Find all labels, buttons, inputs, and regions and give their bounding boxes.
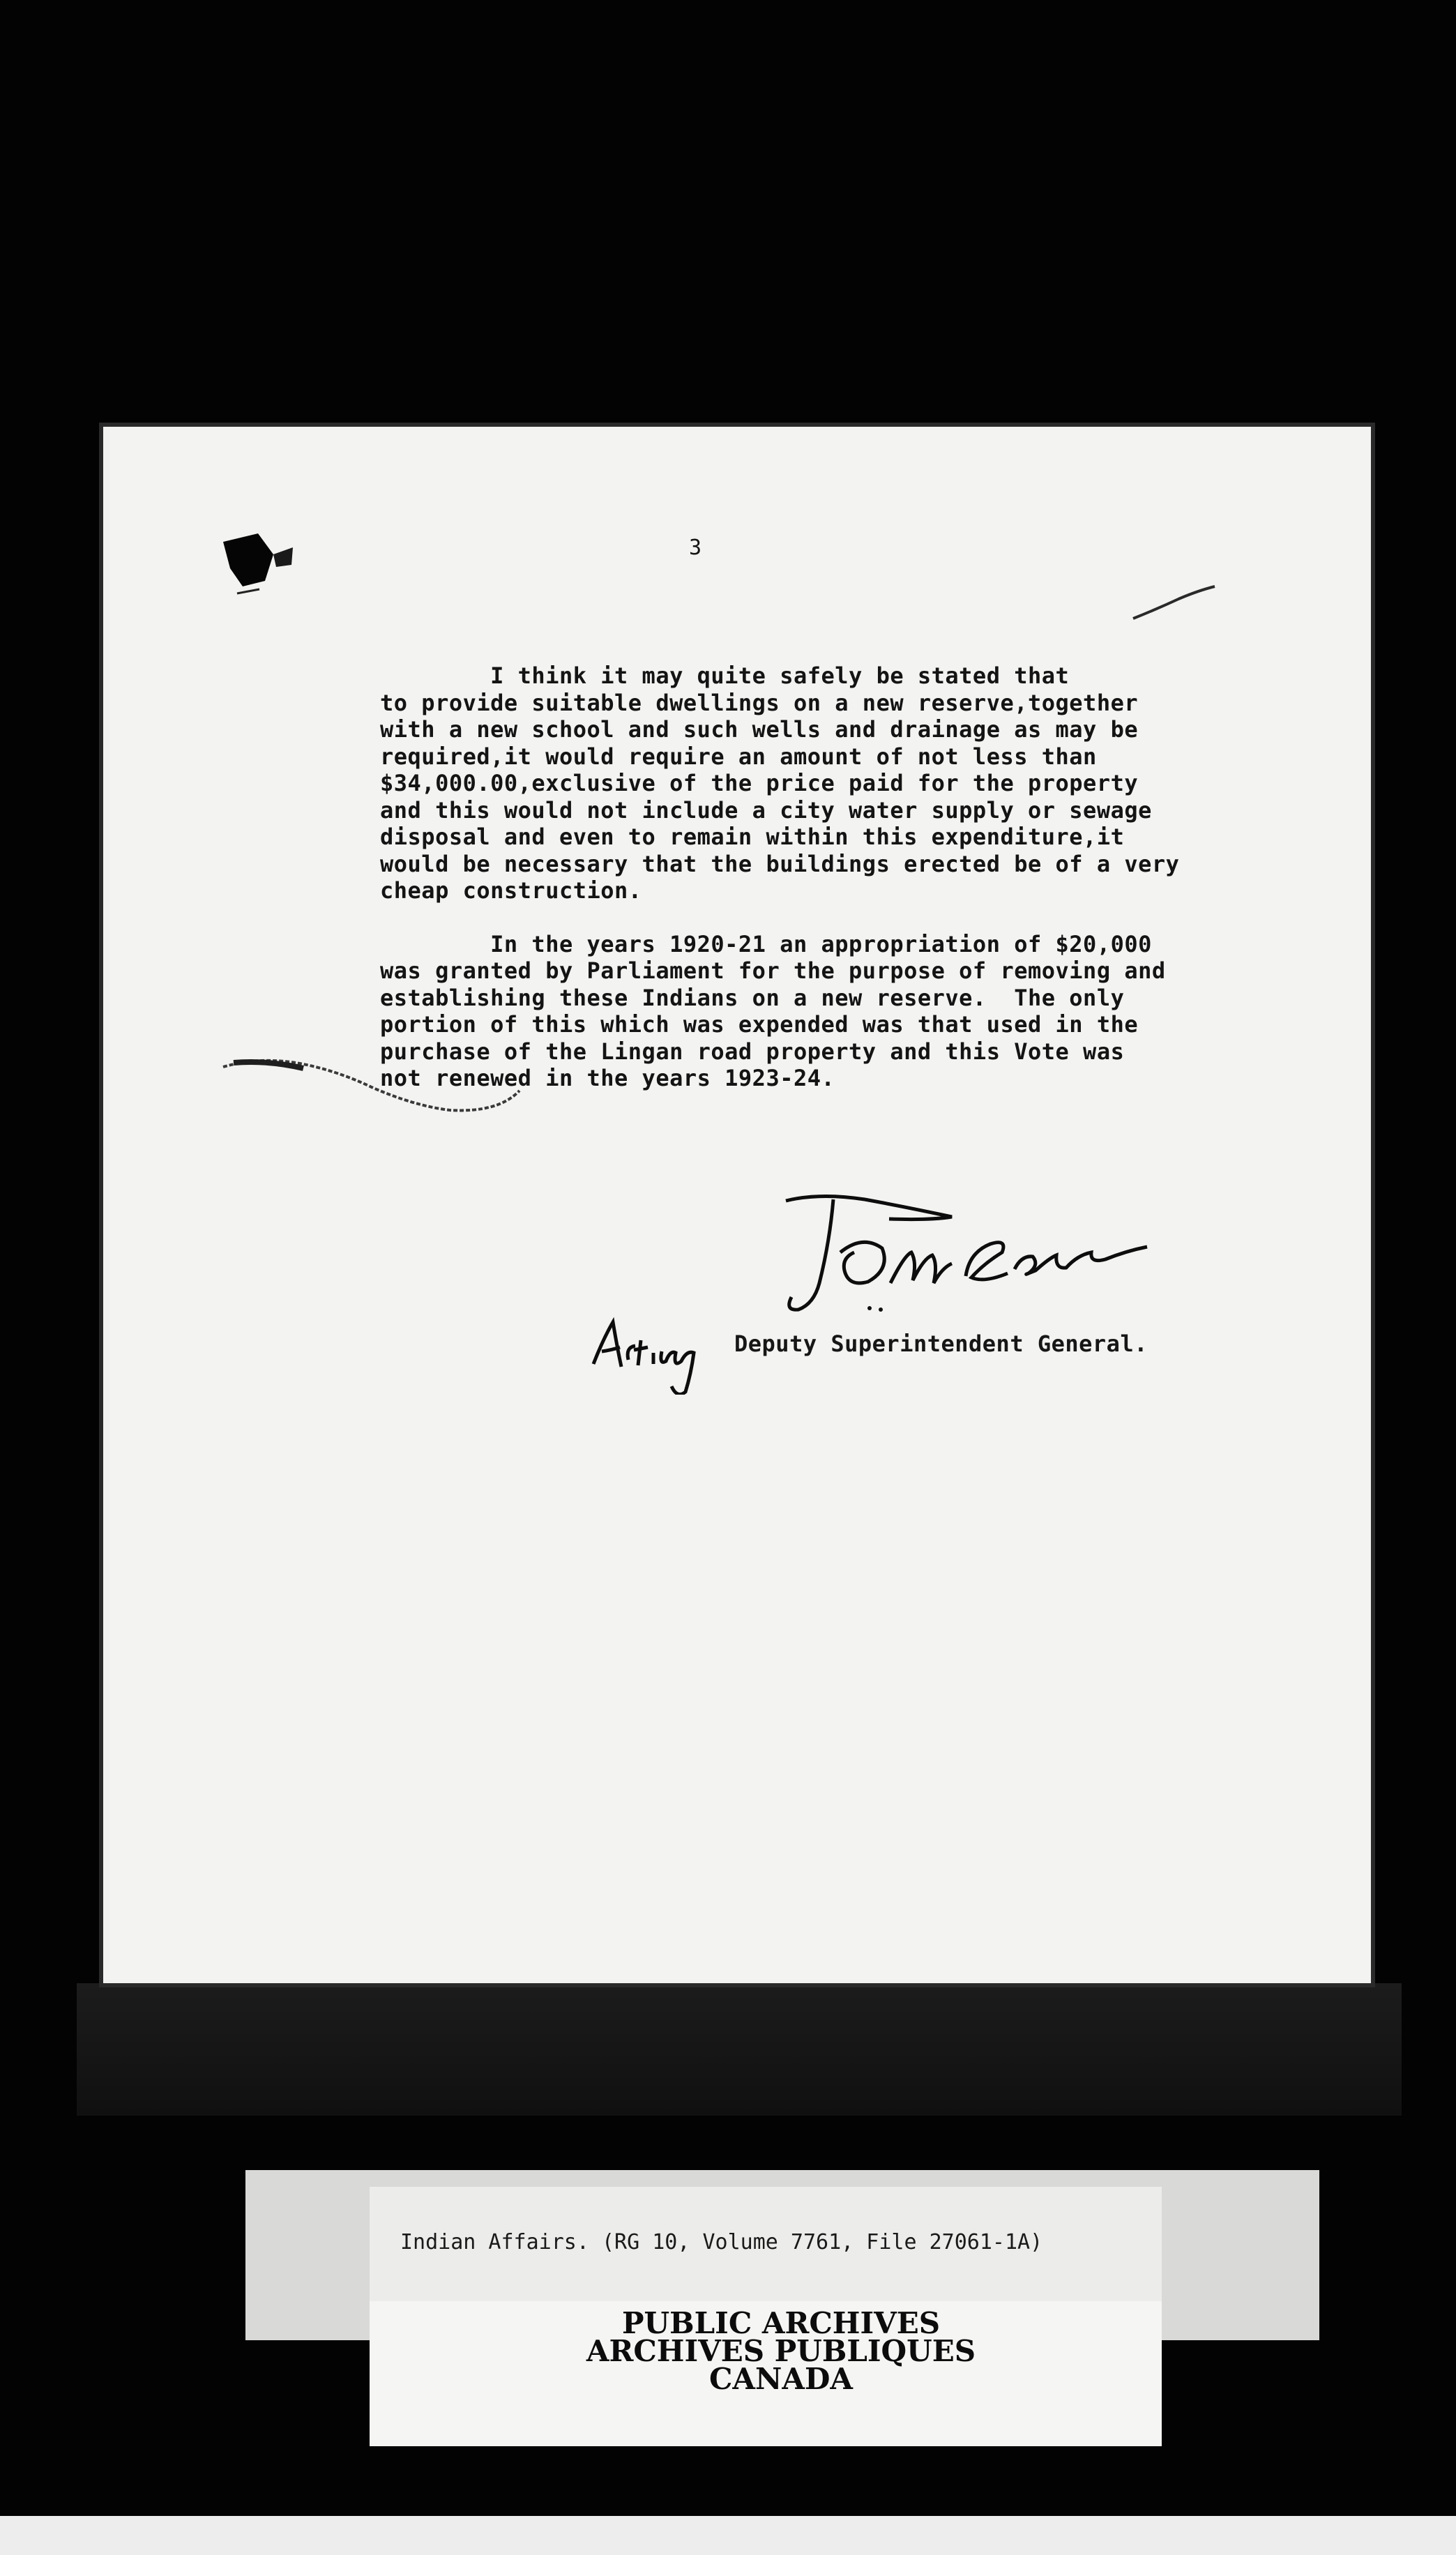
letter-body (380, 662, 1307, 1092)
page-hole-mark (209, 526, 321, 610)
archive-stamp (530, 2306, 1032, 2396)
scan-bottom-strip (0, 2516, 1456, 2555)
pencil-stroke-mark (1130, 582, 1220, 624)
paragraph-cost-estimate: I think it may quite safely be stated that to provide suitable dwellings on a new reserve,together with a new school and such wells and drainage as may be required,it would require an amount of not less than $34,000.00,exclusive of the price paid for the property and this would not include a city water supply or sewage disposal and even to remain within this expenditure,it would be necessary that the buildings erected be of a very cheap construction. (380, 662, 1180, 904)
paragraph-appropriation: In the years 1920-21 an appropriation of $20,000 was granted by Parliament for the purpose of removing and establishing these Indians on a new reserve. The only portion of this which was expended was that used in the purchase of the Lingan road property and this Vote was not renewed in the years 1923-24. (380, 930, 1166, 1091)
scan-shadow-band (77, 1983, 1402, 2116)
archive-stamp-line-3: CANADA (708, 2362, 853, 2396)
handwritten-signature (589, 1185, 1217, 1395)
archive-stamp-line-1: PUBLIC ARCHIVES (621, 2306, 941, 2340)
archive-citation: Indian Affairs. (RG 10, Volume 7761, File 27061-1A) (400, 2230, 1043, 2254)
archive-stamp-line-2: ARCHIVES PUBLIQUES (586, 2334, 976, 2368)
page-number: 3 (689, 536, 702, 560)
signature-title: Deputy Superintendent General. (734, 1330, 1148, 1357)
